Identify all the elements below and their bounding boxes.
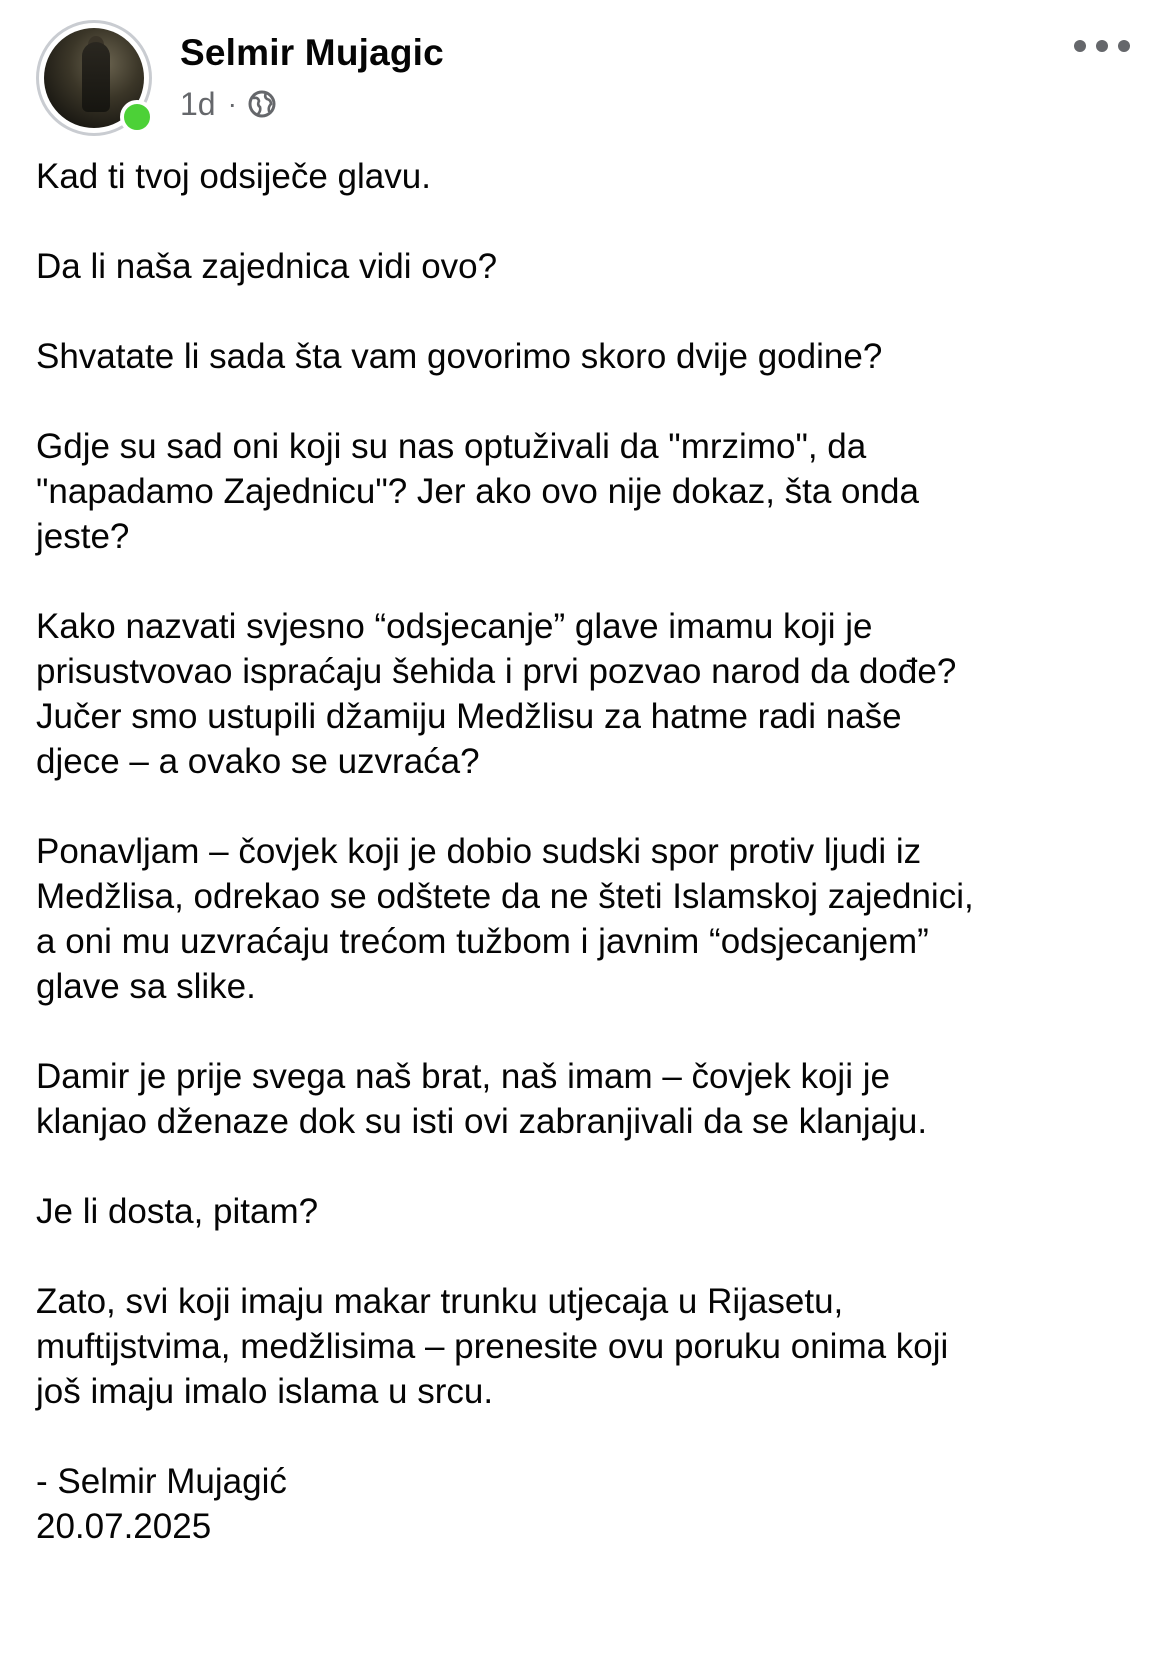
post-paragraph: Shvatate li sada šta vam govorimo skoro dvije godine? <box>36 337 883 376</box>
online-status-dot <box>120 100 154 134</box>
post-paragraph: Zato, svi koji imaju makar trunku utjecaja u Rijasetu, muftijstvima, medžlisima – prenesite ovu poruku onima koji još imaju imalo islama u srcu. <box>36 1282 949 1411</box>
post-header <box>36 20 1136 136</box>
post-paragraph: Damir je prije svega naš brat, naš imam – čovjek koji je klanjao dženaze dok su isti ovi zabranjivali da se klanjaju. <box>36 1057 928 1141</box>
post-paragraph: Da li naša zajednica vidi ovo? <box>36 247 498 286</box>
more-dot <box>1096 40 1108 52</box>
post-body <box>36 154 1146 1549</box>
post-paragraph: Gdje su sad oni koji su nas optuživali da "mrzimo", da "napadamo Zajednicu"? Jer ako ovo nije dokaz, šta onda jeste? <box>36 427 919 556</box>
post-signature: - Selmir Mujagić 20.07.2025 <box>36 1462 287 1546</box>
post-meta <box>180 84 277 124</box>
post-timestamp[interactable]: 1d <box>180 85 216 122</box>
more-dot <box>1118 40 1130 52</box>
author-name[interactable]: Selmir Mujagic <box>180 32 444 73</box>
more-dot <box>1074 40 1086 52</box>
post-paragraph: Kad ti tvoj odsiječe glavu. <box>36 157 431 196</box>
post-paragraph: Je li dosta, pitam? <box>36 1192 319 1231</box>
more-options-button[interactable] <box>1074 34 1130 58</box>
meta-separator: · <box>227 88 237 119</box>
globe-icon[interactable] <box>247 89 277 119</box>
post-paragraph: Ponavljam – čovjek koji je dobio sudski spor protiv ljudi iz Medžlisa, odrekao se odštete da ne šteti Islamskoj zajednici, a oni mu uzvraćaju trećom tužbom i javnim “odsjecanjem” glave sa slike. <box>36 832 974 1006</box>
post-paragraph: Kako nazvati svjesno “odsjecanje” glave imamu koji je prisustvovao ispraćaju šehida i prvi pozvao narod da dođe? Jučer smo ustupili džamiju Medžlisu za hatme radi naše djece – a ovako se uzvraća? <box>36 607 957 781</box>
